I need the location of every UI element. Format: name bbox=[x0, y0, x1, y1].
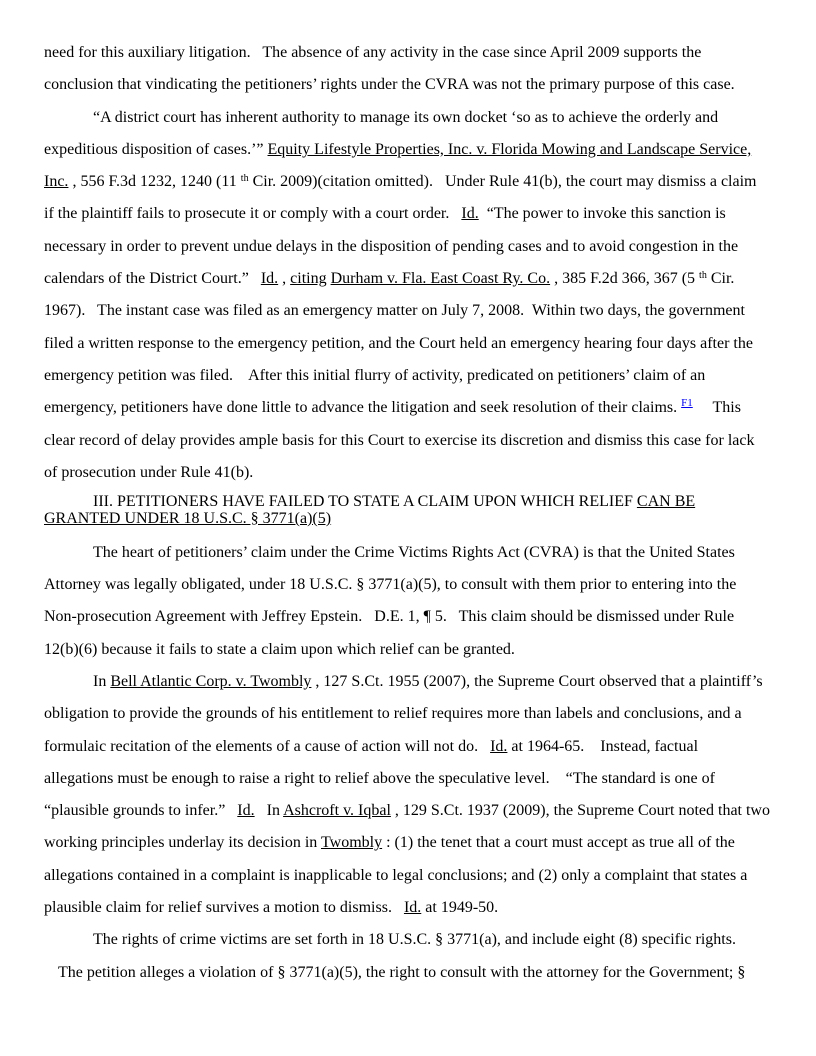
text-segment: 12(b)(6) because it fails to state a claim upon which relief can be granted. bbox=[44, 640, 515, 658]
text-segment: , 127 S.Ct. 1955 (2007), the Supreme Court observed that a plaintiff’s bbox=[311, 672, 763, 690]
section-heading-line bbox=[44, 511, 789, 528]
text-segment: , bbox=[278, 270, 291, 288]
text-segment: working principles underlay its decision in bbox=[44, 834, 321, 852]
text-segment: th bbox=[240, 173, 249, 185]
underlined-citation-text: CAN BE bbox=[636, 493, 696, 511]
text-segment: of prosecution under Rule 41(b). bbox=[44, 463, 254, 481]
text-segment: allegations contained in a complaint is inapplicable to legal conclusions; and (2) only a complaint that states a bbox=[44, 866, 748, 884]
underlined-citation-text: Id. bbox=[490, 737, 508, 755]
text-segment: : (1) the tenet that a court must accept as true all of the bbox=[382, 834, 735, 852]
text-segment: emergency petition was filed. After this initial flurry of activity, predicated on petitioners’ claim of an bbox=[44, 366, 706, 384]
underlined-citation-text: Inc. bbox=[44, 173, 69, 191]
text-line bbox=[44, 634, 789, 666]
underlined-citation-text: Equity Lifestyle Properties, Inc. v. Florida Mowing and Landscape Service, bbox=[267, 140, 752, 158]
text-segment: , 556 F.3d 1232, 1240 (11 bbox=[68, 173, 241, 191]
text-line bbox=[44, 328, 789, 360]
text-line bbox=[44, 425, 789, 457]
text-segment: Cir. 2009)(citation omitted). Under Rule 41(b), the court may dismiss a claim bbox=[248, 173, 757, 191]
text-segment: th bbox=[699, 270, 707, 282]
text-segment: In bbox=[93, 672, 111, 690]
underlined-citation-text: Durham v. Fla. East Coast Ry. Co. bbox=[330, 270, 551, 288]
underlined-citation-text: citing bbox=[290, 270, 327, 288]
text-segment: clear record of delay provides ample basis for this Court to exercise its discretion and dismiss this case for lack bbox=[44, 431, 755, 449]
text-segment: formulaic recitation of the elements of a cause of action will not do. bbox=[44, 737, 491, 755]
document-body bbox=[44, 37, 789, 989]
text-segment: emergency, petitioners have done little to advance the litigation and seek resolution of their claims. bbox=[44, 399, 682, 417]
text-segment: calendars of the District Court.” bbox=[44, 270, 261, 288]
text-segment: plausible claim for relief survives a motion to dismiss. bbox=[44, 899, 404, 917]
text-line bbox=[44, 263, 789, 295]
text-segment: , 129 S.Ct. 1937 (2009), the Supreme Court noted that two bbox=[390, 802, 770, 820]
text-line bbox=[44, 892, 789, 924]
text-segment: Cir. bbox=[706, 270, 735, 288]
text-segment: 1967). The instant case was filed as an emergency matter on July 7, 2008. Within two days, the government bbox=[44, 302, 745, 320]
text-segment: if the plaintiff fails to prosecute it or comply with a court order. bbox=[44, 205, 462, 223]
text-segment: obligation to provide the grounds of his entitlement to relief requires more than labels and conclusions, and a bbox=[44, 705, 742, 723]
text-line bbox=[44, 69, 789, 101]
text-segment: Attorney was legally obligated, under 18 U.S.C. § 3771(a)(5), to consult with them prior to entering into the bbox=[44, 576, 737, 594]
text-segment: Non-prosecution Agreement with Jeffrey Epstein. D.E. 1, ¶ 5. This claim should be dismissed under Rule bbox=[44, 608, 735, 626]
text-line bbox=[44, 569, 789, 601]
text-segment: conclusion that vindicating the petitioners’ rights under the CVRA was not the primary purpose of this case. bbox=[44, 76, 735, 94]
underlined-citation-text: Id. bbox=[260, 270, 279, 288]
text-segment: “The power to invoke this sanction is bbox=[478, 205, 726, 223]
text-line bbox=[44, 360, 789, 392]
text-line bbox=[44, 731, 789, 763]
text-segment: III. PETITIONERS HAVE FAILED TO STATE A CLAIM UPON WHICH RELIEF bbox=[93, 493, 637, 511]
underlined-citation-text: Twombly bbox=[321, 834, 383, 852]
text-line bbox=[44, 698, 789, 730]
underlined-citation-text: Ashcroft v. Iqbal bbox=[283, 802, 391, 820]
text-segment: expeditious disposition of cases.’” bbox=[44, 140, 268, 158]
section-heading-line bbox=[44, 494, 789, 511]
underlined-citation-text: Bell Atlantic Corp. v. Twombly bbox=[110, 672, 312, 690]
text-line bbox=[44, 102, 789, 134]
text-segment: at 1964-65. Instead, factual bbox=[507, 737, 699, 755]
text-line bbox=[44, 827, 789, 859]
text-line bbox=[44, 37, 789, 69]
text-segment: necessary in order to prevent undue delays in the disposition of pending cases and to avoid congestion in the bbox=[44, 237, 739, 255]
text-line bbox=[44, 860, 789, 892]
text-line bbox=[44, 666, 789, 698]
text-line bbox=[44, 537, 789, 569]
text-line bbox=[44, 198, 789, 230]
text-segment: The petition alleges a violation of § 3771(a)(5), the right to consult with the attorney for the Government; § bbox=[58, 963, 746, 981]
underlined-citation-text: Id. bbox=[237, 802, 255, 820]
underlined-citation-text: Id. bbox=[403, 899, 422, 917]
text-segment: This bbox=[692, 399, 741, 417]
text-line bbox=[44, 134, 789, 166]
text-segment: In bbox=[254, 802, 284, 820]
text-line bbox=[44, 295, 789, 327]
underlined-citation-text: Id. bbox=[461, 205, 479, 223]
footnote-ref-F1-link[interactable]: F1 bbox=[681, 397, 693, 410]
text-line bbox=[44, 601, 789, 633]
text-line bbox=[44, 795, 789, 827]
text-segment: allegations must be enough to raise a right to relief above the speculative level. “The standard is one of bbox=[44, 769, 715, 787]
text-segment: need for this auxiliary litigation. The absence of any activity in the case since April 2009 supports the bbox=[44, 44, 702, 61]
text-line bbox=[44, 924, 789, 956]
text-segment: “plausible grounds to infer.” bbox=[44, 802, 238, 820]
text-line bbox=[44, 763, 789, 795]
text-segment: at 1949-50. bbox=[421, 899, 499, 917]
text-segment: The heart of petitioners’ claim under the Crime Victims Rights Act (CVRA) is that the United States bbox=[93, 543, 735, 561]
text-line bbox=[44, 392, 789, 424]
text-segment: The rights of crime victims are set forth in 18 U.S.C. § 3771(a), and include eight (8) specific rights. bbox=[93, 931, 736, 949]
underlined-citation-text: GRANTED UNDER 18 U.S.C. § 3771(a)(5) bbox=[44, 509, 332, 527]
text-line bbox=[44, 457, 789, 489]
text-line bbox=[44, 957, 789, 989]
text-segment: , 385 F.2d 366, 367 (5 bbox=[550, 270, 700, 288]
text-segment: “A district court has inherent authority to manage its own docket ‘so as to achieve the orderly and bbox=[93, 108, 719, 126]
text-line bbox=[44, 166, 789, 198]
text-segment: filed a written response to the emergency petition, and the Court held an emergency hearing four days after the bbox=[44, 334, 753, 352]
text-line bbox=[44, 231, 789, 263]
